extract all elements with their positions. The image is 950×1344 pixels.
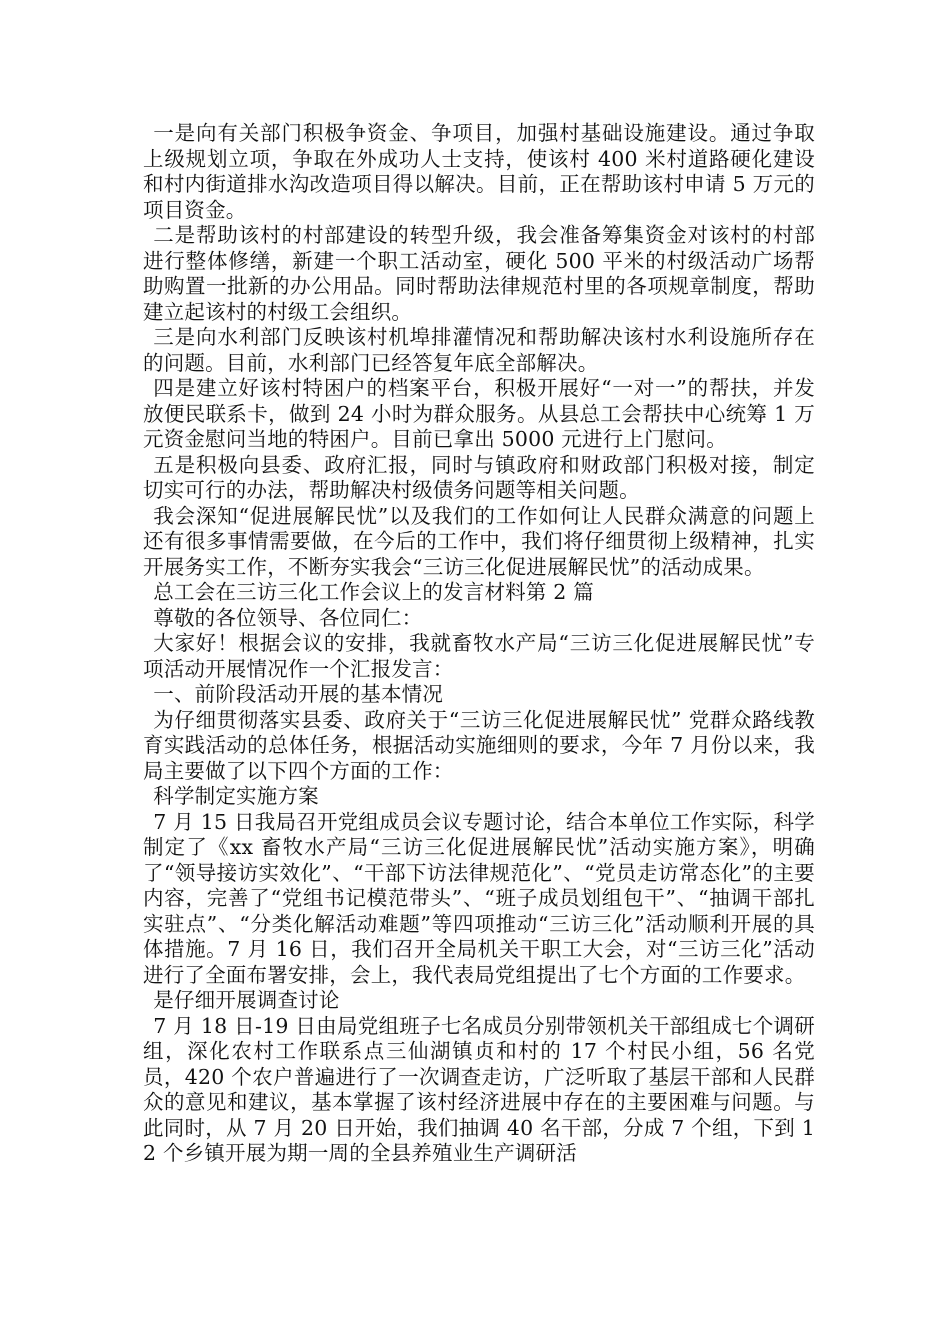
paragraph-survey: 7 月 18 日-19 日由局党组班子七名成员分别带领机关干部组成七个调研组，深化农村工作联系点三仙湖镇贞和村的 17 个村民小组，56 名党员，420 个农户普遍进行了一次调查走访，广泛听取了基层干部和人民群众的意见和建议，基本掌握了该村经济进展中存在的主要困难与问题。与此同时，从 7 月 20 日开始，我们抽调 40 名干部，分成 7 个组，下到 12 个乡镇开展为期一周的全县养殖业生产调研活: [143, 1013, 815, 1165]
paragraph-opening: 大家好！根据会议的安排，我就畜牧水产局“三访三化促进展解民忧”专项活动开展情况作一个汇报发言：: [143, 631, 815, 681]
paragraph-4: 四是建立好该村特困户的档案平台，积极开展好“一对一”的帮扶，并发放便民联系卡，做到 24 小时为群众服务。从县总工会帮扶中心统筹 1 万元资金慰问当地的特困户。目前已拿出 5000 元进行上门慰问。: [143, 376, 815, 451]
heading-part-1: 一、前阶段活动开展的基本情况: [153, 682, 444, 706]
paragraph-3: 三是向水利部门反映该村机埠排灌情况和帮助解决该村水利设施所存在的问题。目前，水利部门已经答复年底全部解决。: [143, 325, 815, 375]
paragraph-1: 一是向有关部门积极争资金、争项目，加强村基础设施建设。通过争取上级规划立项，争取在外成功人士支持，使该村 400 米村道路硬化建设和村内街道排水沟改造项目得以解决。目前，正在帮助该村申请 5 万元的项目资金。: [143, 121, 815, 222]
paragraph-5: 五是积极向县委、政府汇报，同时与镇政府和财政部门积极对接，制定切实可行的办法，帮助解决村级债务问题等相关问题。: [143, 452, 815, 502]
paragraph-intro: 为仔细贯彻落实县委、政府关于“三访三化促进展解民忧” 党群众路线教育实践活动的总体任务，根据活动实施细则的要求，今年 7 月份以来，我局主要做了以下四个方面的工作：: [143, 707, 815, 783]
paragraph-6: 我会深知“促进展解民忧”以及我们的工作如何让人民群众满意的问题上还有很多事情需要做，在今后的工作中，我们将仔细贯彻上级精神，扎实开展务实工作，不断夯实我会“三访三化促进展解民忧”的活动成果。: [143, 503, 815, 579]
salutation: 尊敬的各位领导、各位同仁：: [153, 605, 423, 630]
subheading-survey: 是仔细开展调查讨论: [153, 988, 340, 1012]
paragraph-plan: 7 月 15 日我局召开党组成员会议专题讨论，结合本单位工作实际，科学制定了《xx 畜牧水产局“三访三化促进展解民忧”活动实施方案》，明确了“领导接访实效化”、“干部下访法律规范化”、“党员走访常态化”的主要内容，完善了“党组书记模范带头”、“班子成员划组包干”、“抽调干部扎实驻点”、“分类化解活动难题”等四项推动“三访三化”活动顺利开展的具体措施。7 月 16 日，我们召开全局机关干职工大会，对“三访三化”活动进行了全面布署安排，会上，我代表局党组提出了七个方面的工作要求。: [143, 809, 815, 987]
paragraph-2: 二是帮助该村的村部建设的转型升级，我会准备筹集资金对该村的村部进行整体修缮，新建一个职工活动室，硬化 500 平米的村级活动广场帮助购置一批新的办公用品。同时帮助法律规范村里的各项规章制度，帮助建立起该村的村级工会组织。: [143, 223, 815, 324]
subheading-plan: 科学制定实施方案: [153, 784, 319, 808]
document-page: [143, 121, 815, 1167]
section-title: 总工会在三访三化工作会议上的发言材料第 2 篇: [153, 580, 594, 604]
